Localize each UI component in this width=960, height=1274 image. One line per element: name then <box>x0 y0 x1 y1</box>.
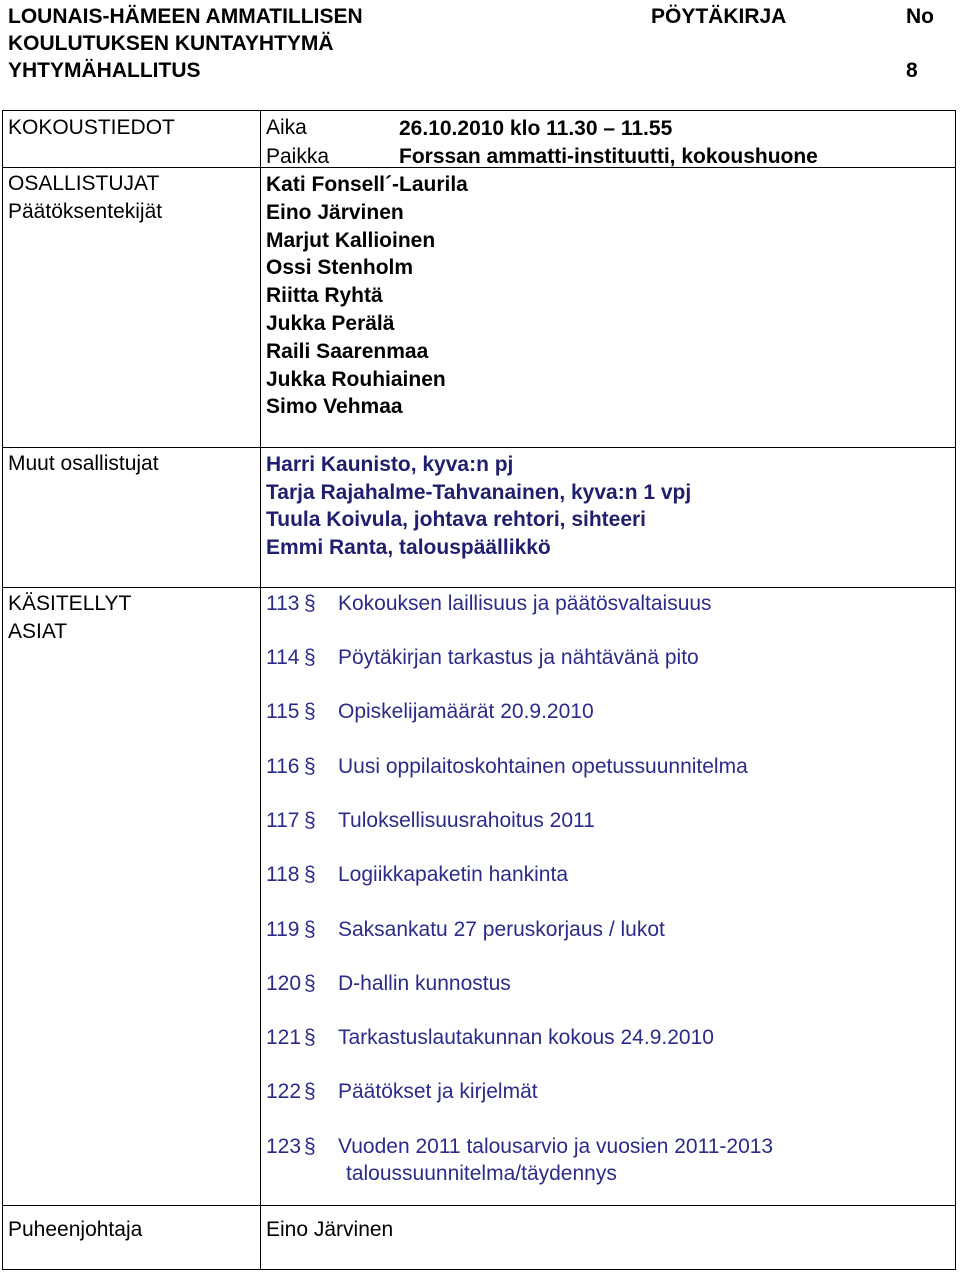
agenda-item-title: Uusi oppilaitoskohtainen opetussuunnitelma <box>338 755 748 778</box>
member-name: Riitta Ryhtä <box>266 284 383 307</box>
agenda-item-title: Kokouksen laillisuus ja päätösvaltaisuus <box>338 592 712 615</box>
section-symbol: § <box>304 809 316 832</box>
agenda-item-number: 114 <box>266 646 300 669</box>
other-participant: Harri Kaunisto, kyva:n pj <box>266 453 514 476</box>
section-symbol: § <box>304 700 316 723</box>
chair-name: Eino Järvinen <box>266 1218 394 1241</box>
time-label: Aika <box>266 116 307 139</box>
agenda-item-title: Tuloksellisuusrahoitus 2011 <box>338 809 595 832</box>
meeting-place: Forssan ammatti-instituutti, kokoushuone <box>399 145 818 168</box>
org-name-line2: KOULUTUKSEN KUNTAYHTYMÄ <box>8 32 334 55</box>
agenda-item-number: 123 <box>266 1135 302 1158</box>
agenda-item <box>266 970 511 997</box>
participants-label: OSALLISTUJAT <box>8 172 160 195</box>
document-header <box>0 0 960 100</box>
other-participant: Emmi Ranta, talouspäällikkö <box>266 536 551 559</box>
member-name: Ossi Stenholm <box>266 256 414 279</box>
agenda-item <box>266 1024 714 1051</box>
agenda-item <box>266 753 748 780</box>
agenda-item-number: 113 <box>266 592 300 615</box>
place-label: Paikka <box>266 145 330 168</box>
agenda-item <box>266 807 595 834</box>
agenda-item-title: Pöytäkirjan tarkastus ja nähtävänä pito <box>338 646 699 669</box>
agenda-item-title: Tarkastuslautakunnan kokous 24.9.2010 <box>338 1026 714 1049</box>
member-name: Eino Järvinen <box>266 201 404 224</box>
row-divider-others <box>3 587 955 588</box>
agenda-item-number: 118 <box>266 863 300 886</box>
agenda-item-title: Logiikkapaketin hankinta <box>338 863 568 886</box>
section-symbol: § <box>304 755 316 778</box>
section-symbol: § <box>304 972 316 995</box>
agenda-item-title: D-hallin kunnostus <box>338 972 511 995</box>
agenda-item-number: 117 <box>266 809 300 832</box>
agenda-label: KÄSITELLYT <box>8 592 132 615</box>
agenda-item-title-continuation: taloussuunnitelma/täydennys <box>346 1162 617 1185</box>
row-divider-participants <box>3 447 955 448</box>
section-symbol: § <box>304 918 316 941</box>
column-divider <box>260 111 261 1269</box>
other-participant: Tarja Rajahalme-Tahvanainen, kyva:n 1 vpj <box>266 481 692 504</box>
agenda-item-number: 119 <box>266 918 300 941</box>
agenda-item <box>266 590 712 617</box>
document-type: PÖYTÄKIRJA <box>651 5 787 28</box>
agenda-item-number: 122 <box>266 1080 302 1103</box>
section-symbol: § <box>304 863 316 886</box>
agenda-item-number: 121 <box>266 1026 302 1049</box>
agenda-item-title: Päätökset ja kirjelmät <box>338 1080 538 1103</box>
agenda-item-title: Vuoden 2011 talousarvio ja vuosien 2011-2013 <box>338 1135 774 1158</box>
agenda-item <box>266 1078 538 1105</box>
page-number: 8 <box>906 59 918 82</box>
member-name: Jukka Perälä <box>266 312 395 335</box>
agenda-item-number: 116 <box>266 755 300 778</box>
other-participant: Tuula Koivula, johtava rehtori, sihteeri <box>266 508 647 531</box>
section-symbol: § <box>304 1026 316 1049</box>
member-name: Raili Saarenmaa <box>266 340 429 363</box>
chair-label: Puheenjohtaja <box>8 1218 143 1241</box>
agenda-item <box>266 916 665 943</box>
meeting-info-label: KOKOUSTIEDOT <box>8 116 175 139</box>
decision-makers-label: Päätöksentekijät <box>8 200 163 223</box>
org-name-line1: LOUNAIS-HÄMEEN AMMATILLISEN <box>8 5 363 28</box>
section-symbol: § <box>304 1080 316 1103</box>
agenda-item <box>266 1133 774 1185</box>
agenda-item <box>266 698 594 725</box>
meeting-time: 26.10.2010 klo 11.30 – 11.55 <box>399 117 673 140</box>
agenda-item-title: Saksankatu 27 peruskorjaus / lukot <box>338 918 665 941</box>
agenda-item <box>266 644 699 671</box>
other-participants-label: Muut osallistujat <box>8 452 159 475</box>
section-symbol: § <box>304 646 316 669</box>
member-name: Simo Vehmaa <box>266 395 403 418</box>
member-name: Kati Fonsell´-Laurila <box>266 173 468 196</box>
member-name: Marjut Kallioinen <box>266 229 436 252</box>
agenda-label-line2: ASIAT <box>8 620 68 643</box>
agenda-item-number: 120 <box>266 972 302 995</box>
agenda-item-title: Opiskelijamäärät 20.9.2010 <box>338 700 594 723</box>
section-symbol: § <box>304 592 316 615</box>
agenda-item-number: 115 <box>266 700 300 723</box>
section-symbol: § <box>304 1135 316 1158</box>
agenda-item <box>266 861 568 888</box>
number-label: No <box>906 5 934 28</box>
member-name: Jukka Rouhiainen <box>266 368 446 391</box>
org-name-line3: YHTYMÄHALLITUS <box>8 59 201 82</box>
row-divider-agenda <box>3 1205 955 1206</box>
